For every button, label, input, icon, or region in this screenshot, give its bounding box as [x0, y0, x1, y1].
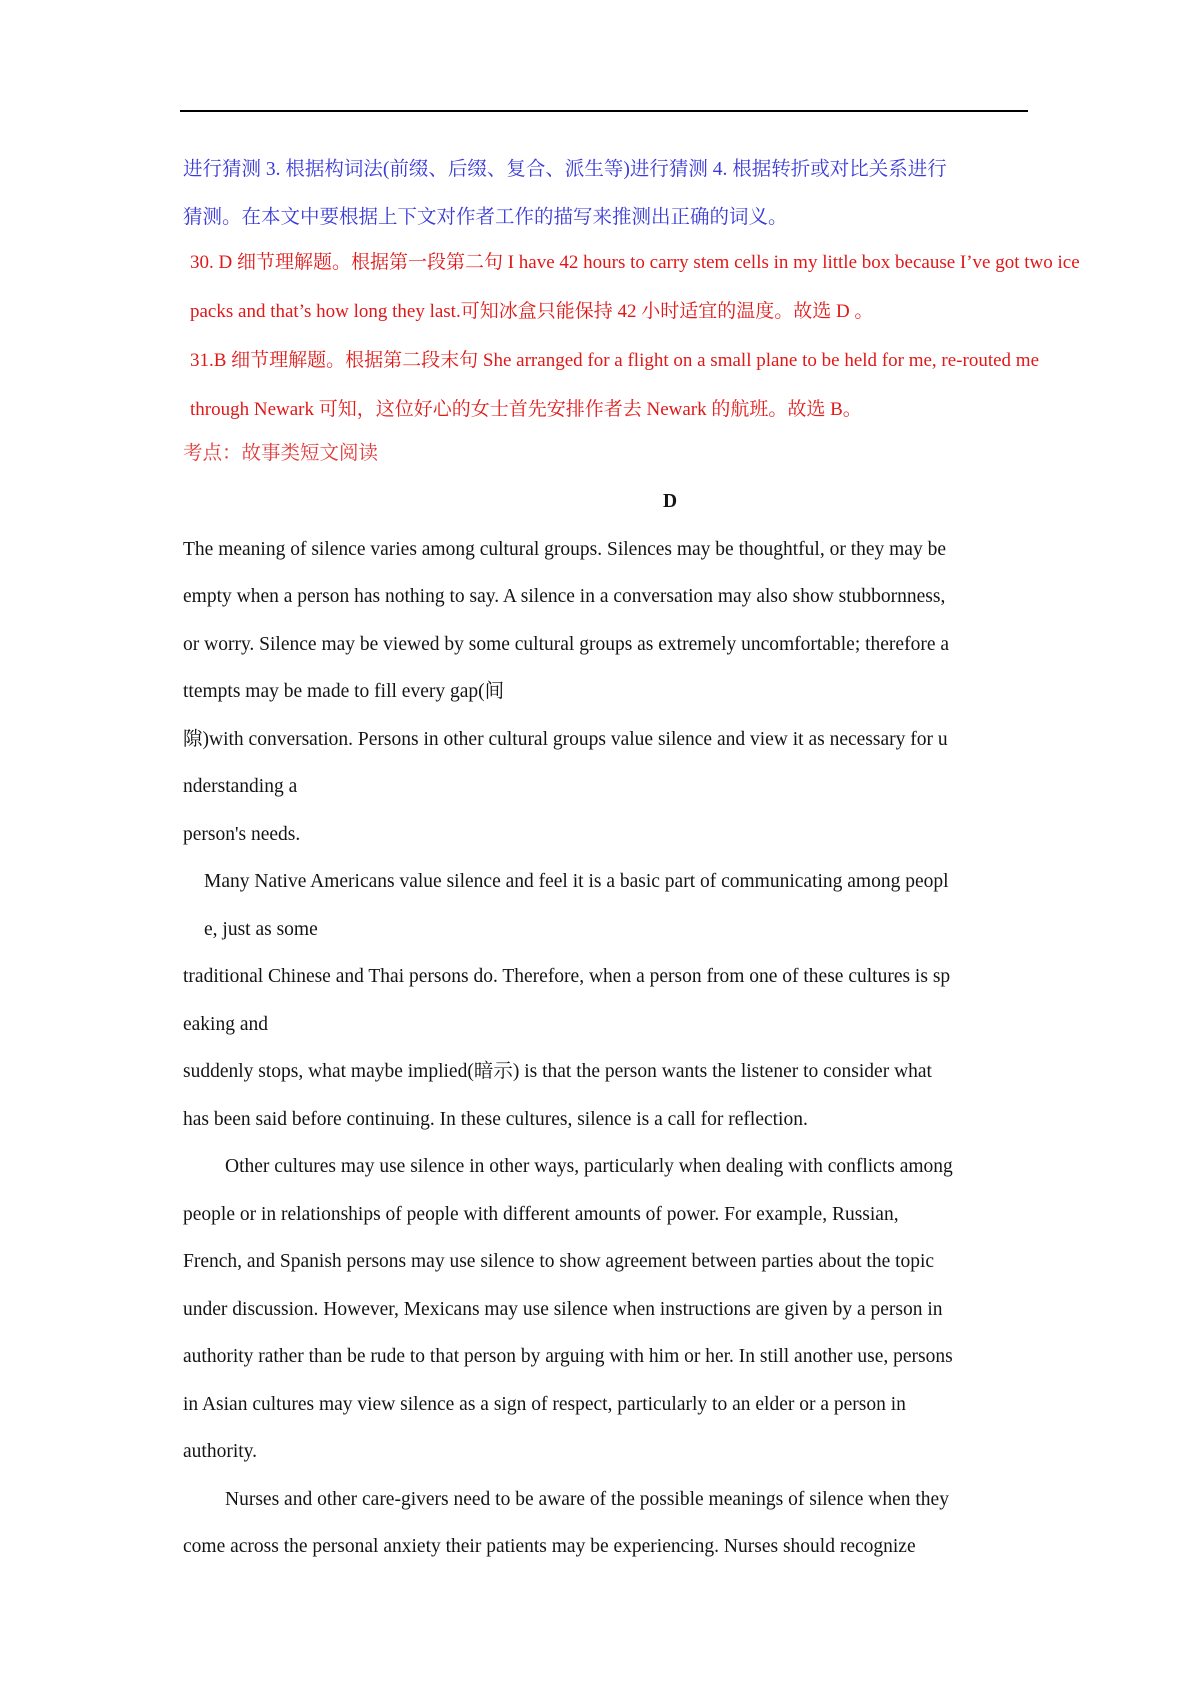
answer-31-line-2: through Newark 可知，这位好心的女士首先安排作者去 Newark 的航班。故选 B。: [190, 399, 862, 420]
passage-line: under discussion. However, Mexicans may use silence when instructions are given by a person in: [183, 1299, 943, 1320]
passage-line: The meaning of silence varies among cultural groups. Silences may be thoughtful, or they may be: [183, 539, 946, 560]
passage-line: traditional Chinese and Thai persons do. Therefore, when a person from one of these cultures is sp: [183, 966, 951, 987]
analysis-line-1: 进行猜测 3. 根据构词法(前缀、后缀、复合、派生等)进行猜测 4. 根据转折或对比关系进行: [183, 159, 947, 180]
passage-line: e, just as some: [204, 919, 318, 940]
passage-line: French, and Spanish persons may use silence to show agreement between parties about the topic: [183, 1251, 935, 1272]
passage-line: empty when a person has nothing to say. A silence in a conversation may also show stubbornness,: [183, 586, 946, 607]
answer-31-line-1: 31.B 细节理解题。根据第二段末句 She arranged for a flight on a small plane to be held for me, re-routed me: [190, 350, 1039, 371]
passage-line: authority rather than be rude to that person by arguing with him or her. In still another use, persons: [183, 1346, 953, 1367]
passage-line: suddenly stops, what maybe implied(暗示) is that the person wants the listener to consider what: [183, 1061, 932, 1082]
passage-line: people or in relationships of people with different amounts of power. For example, Russian,: [183, 1204, 899, 1225]
answer-30-line-1: 30. D 细节理解题。根据第一段第二句 I have 42 hours to carry stem cells in my little box because I’ve got two ice: [190, 252, 1080, 273]
passage-line: authority.: [183, 1441, 258, 1462]
passage-line: Nurses and other care-givers need to be aware of the possible meanings of silence when they: [225, 1489, 949, 1510]
passage-line: nderstanding a: [183, 776, 298, 797]
passage-line: has been said before continuing. In these cultures, silence is a call for reflection.: [183, 1109, 808, 1130]
kaodian-label: 考点：故事类短文阅读: [183, 443, 379, 464]
passage-line: in Asian cultures may view silence as a sign of respect, particularly to an elder or a person in: [183, 1394, 906, 1415]
passage-line: 隙)with conversation. Persons in other cultural groups value silence and view it as necessary for u: [183, 729, 948, 750]
answer-30-line-2: packs and that’s how long they last.可知冰盒只能保持 42 小时适宜的温度。故选 D 。: [190, 301, 874, 322]
passage-line: person's needs.: [183, 824, 301, 845]
passage-line: come across the personal anxiety their patients may be experiencing. Nurses should recognize: [183, 1536, 916, 1557]
analysis-line-2: 猜测。在本文中要根据上下文对作者工作的描写来推测出正确的词义。: [183, 207, 788, 228]
passage-line: Many Native Americans value silence and feel it is a basic part of communicating among peopl: [204, 871, 949, 892]
passage-line: or worry. Silence may be viewed by some cultural groups as extremely uncomfortable; therefore a: [183, 634, 950, 655]
passage-line: ttempts may be made to fill every gap(间: [183, 681, 505, 702]
passage-heading: D: [662, 491, 678, 512]
header-rule: [180, 110, 1028, 112]
passage-line: eaking and: [183, 1014, 269, 1035]
passage-line: Other cultures may use silence in other ways, particularly when dealing with conflicts among: [225, 1156, 953, 1177]
